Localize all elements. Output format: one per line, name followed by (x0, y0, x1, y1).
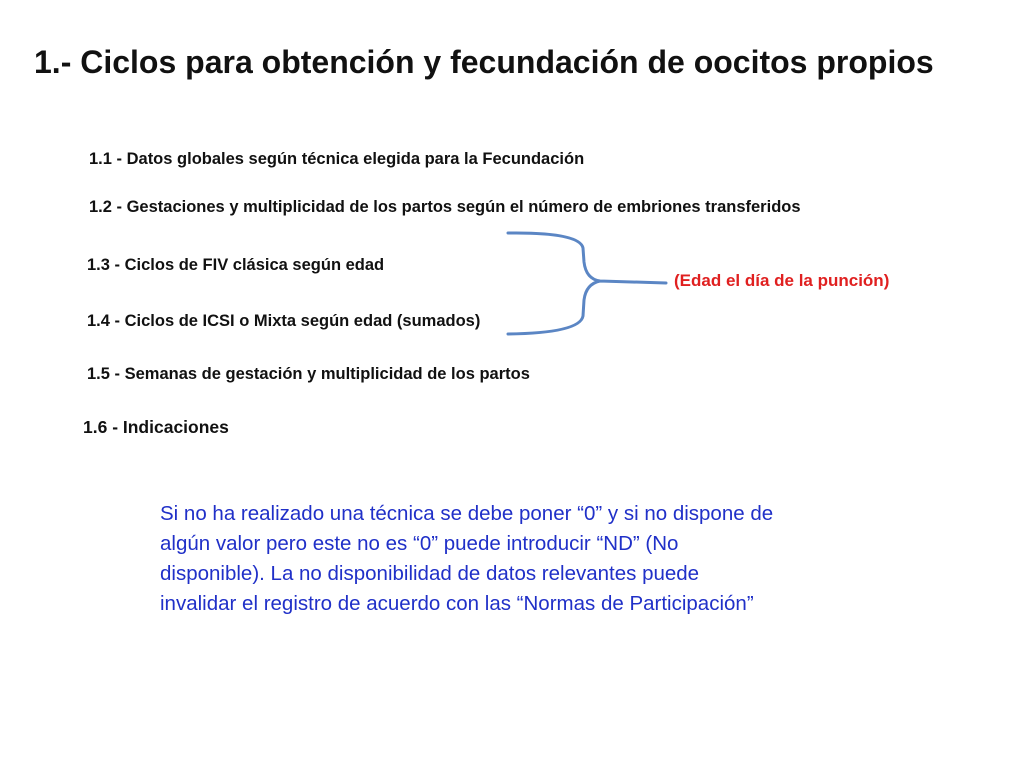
note-line: disponible). La no disponibilidad de datos relevantes puede (160, 562, 700, 585)
note-line: Si no ha realizado una técnica se debe poner “0” y si no dispone de (160, 502, 774, 525)
section-item-1-4: 1.4 - Ciclos de ICSI o Mixta según edad (sumados) (87, 312, 481, 330)
slide-title: 1.- Ciclos para obtención y fecundación de oocitos propios (34, 44, 934, 80)
section-item-1-3: 1.3 - Ciclos de FIV clásica según edad (87, 256, 385, 274)
section-item-1-5: 1.5 - Semanas de gestación y multiplicidad de los partos (87, 365, 530, 383)
section-item-1-2: 1.2 - Gestaciones y multiplicidad de los partos según el número de embriones transferidos (89, 198, 801, 216)
section-item-1-6: 1.6 - Indicaciones (83, 417, 229, 437)
section-item-1-1: 1.1 - Datos globales según técnica elegida para la Fecundación (89, 150, 585, 168)
note-line: algún valor pero este no es “0” puede introducir “ND” (No (160, 532, 679, 555)
instruction-note (160, 499, 880, 619)
note-line: invalidar el registro de acuerdo con las “Normas de Participación” (160, 592, 754, 615)
age-note: (Edad el día de la punción) (674, 271, 890, 290)
